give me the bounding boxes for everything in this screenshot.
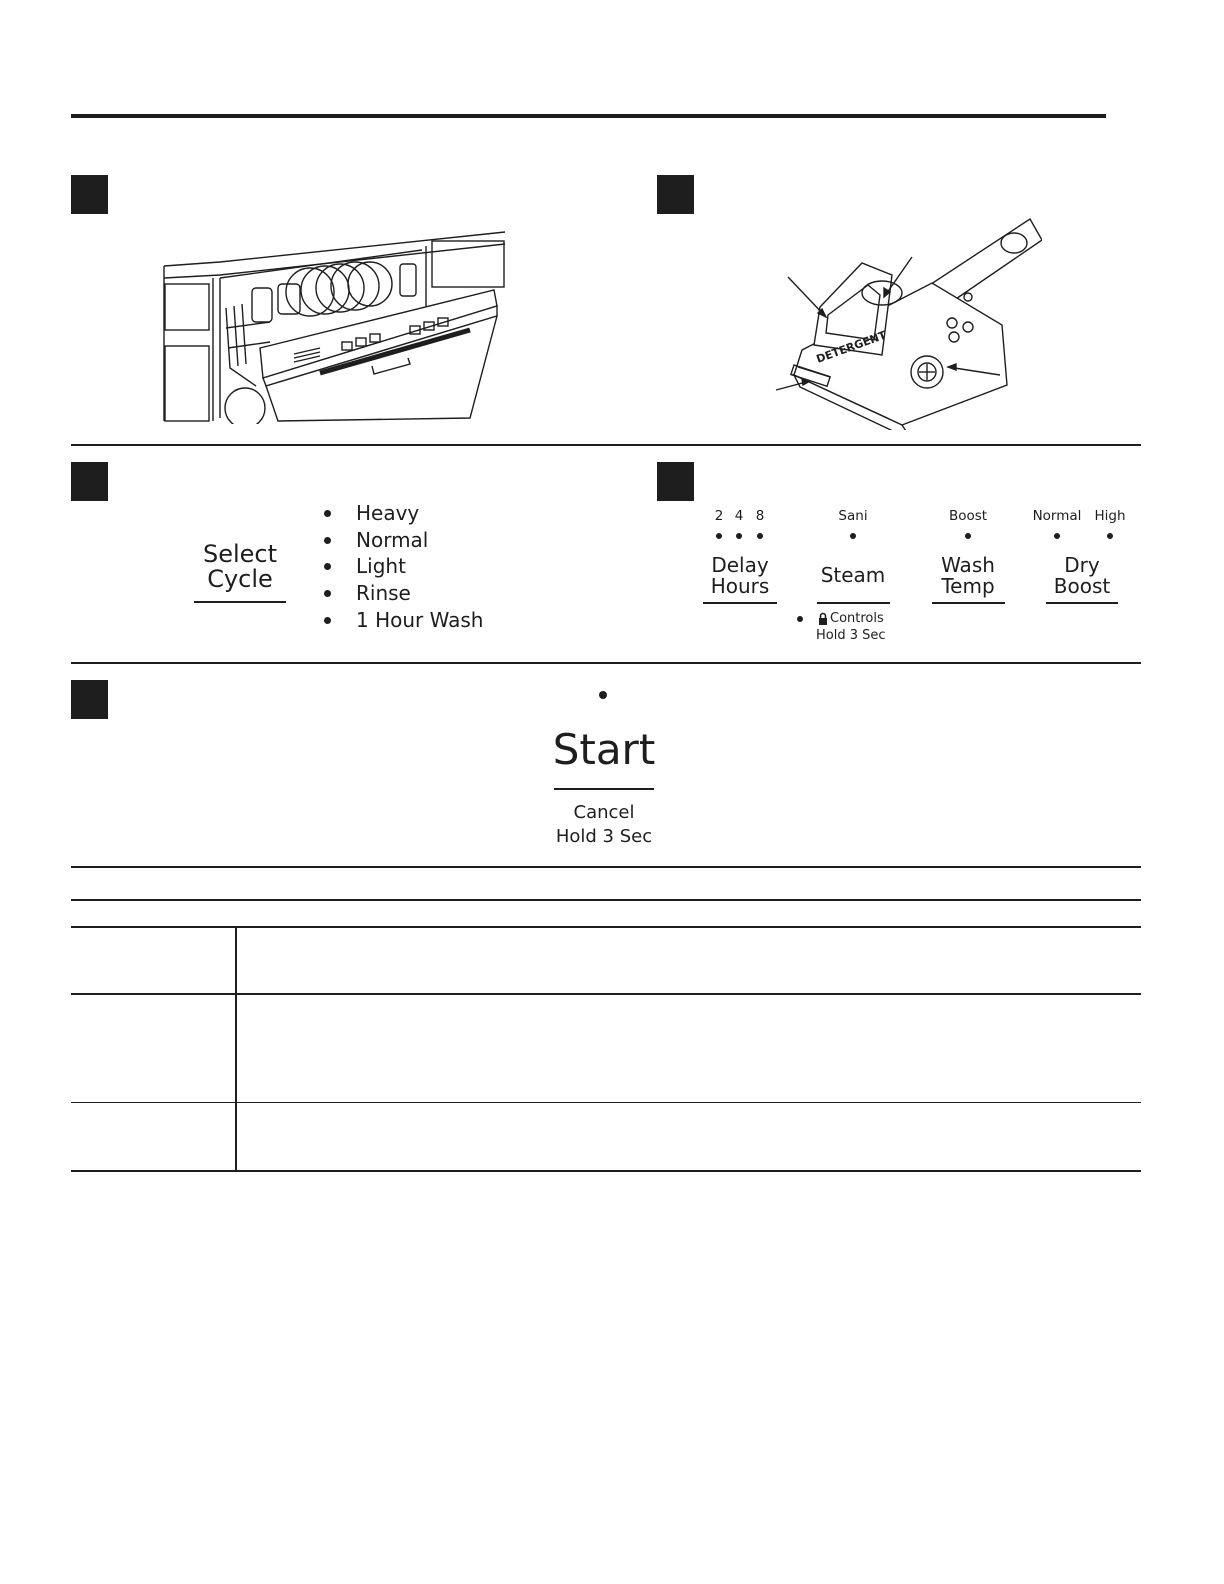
controls-lock-hold-label: Hold 3 Sec (816, 628, 886, 643)
delay-2-indicator (716, 533, 722, 539)
step-2-marker (657, 175, 694, 214)
delay-hour-4: 4 (734, 508, 744, 524)
indicator-light (324, 590, 331, 597)
step-5-marker (71, 680, 108, 719)
indicator-light (324, 563, 331, 570)
dry-boost-line1: Dry (1064, 553, 1100, 577)
sani-label: Sani (838, 508, 868, 524)
steam-button[interactable] (813, 565, 893, 586)
detergent-dispenser-illustration (772, 215, 1042, 430)
delay-4-indicator (736, 533, 742, 539)
delay-hour-2: 2 (714, 508, 724, 524)
delay-hours-underline (703, 602, 777, 604)
indicator-light (324, 510, 331, 517)
wash-temp-line2: Temp (941, 574, 995, 598)
cancel-label-line2: Hold 3 Sec (555, 826, 653, 847)
header-rule (71, 114, 1106, 118)
select-cycle-label-line2: Cycle (207, 565, 273, 593)
select-cycle-label-line1: Select (202, 540, 278, 568)
indicator-light (324, 537, 331, 544)
dry-boost-normal-indicator (1054, 533, 1060, 539)
dry-boost-underline (1046, 602, 1118, 604)
detergent-label: DETERGENT (814, 328, 888, 366)
wash-temp-boost-indicator (965, 533, 971, 539)
step-4-marker (657, 462, 694, 501)
table-row-rule (71, 1102, 1141, 1103)
section-divider (71, 444, 1141, 446)
cancel-label (524, 801, 684, 849)
delay-hours-line1: Delay (711, 553, 769, 577)
section-divider (71, 662, 1141, 664)
start-indicator (599, 691, 607, 699)
lock-icon (818, 612, 828, 625)
delay-hour-8: 8 (755, 508, 765, 524)
start-button[interactable] (524, 726, 684, 774)
dry-boost-line2: Boost (1053, 574, 1111, 598)
cycle-option-list (322, 500, 483, 633)
delay-hours-button[interactable] (700, 555, 780, 597)
table-row-rule (71, 993, 1141, 995)
table-row-rule (71, 926, 1141, 928)
step-3-marker (71, 462, 108, 501)
sani-indicator (850, 533, 856, 539)
controls-lock-label: Controls (830, 611, 884, 626)
select-cycle-button[interactable] (190, 542, 290, 592)
cycle-option-rinse: Rinse (322, 580, 483, 607)
start-underline (554, 788, 654, 790)
step-1-marker (71, 175, 108, 214)
table-header-rule (71, 899, 1141, 901)
lock-indicator (797, 616, 803, 622)
indicator-light (324, 617, 331, 624)
delay-hours-line2: Hours (710, 574, 770, 598)
dry-boost-normal-label: Normal (1032, 508, 1082, 524)
select-cycle-underline (194, 601, 286, 603)
table-column-divider (235, 926, 237, 1171)
steam-label: Steam (820, 563, 886, 587)
cycle-option-normal: Normal (322, 527, 483, 554)
start-label: Start (552, 725, 656, 774)
delay-8-indicator (757, 533, 763, 539)
wash-temp-underline (932, 602, 1005, 604)
dry-boost-high-indicator (1107, 533, 1113, 539)
wash-temp-button[interactable] (928, 555, 1008, 597)
cycle-option-light: Light (322, 553, 483, 580)
cycle-option-heavy: Heavy (322, 500, 483, 527)
wash-temp-line1: Wash (941, 553, 995, 577)
table-bottom-rule (71, 1170, 1141, 1172)
dry-boost-button[interactable] (1042, 555, 1122, 597)
dry-boost-high-label: High (1094, 508, 1126, 524)
dishwasher-illustration (160, 218, 510, 424)
section-divider (71, 866, 1141, 868)
wash-temp-boost-label: Boost (948, 508, 988, 524)
cycle-option-1-hour-wash: 1 Hour Wash (322, 607, 483, 634)
cancel-label-line1: Cancel (573, 802, 635, 823)
steam-underline (817, 602, 890, 604)
